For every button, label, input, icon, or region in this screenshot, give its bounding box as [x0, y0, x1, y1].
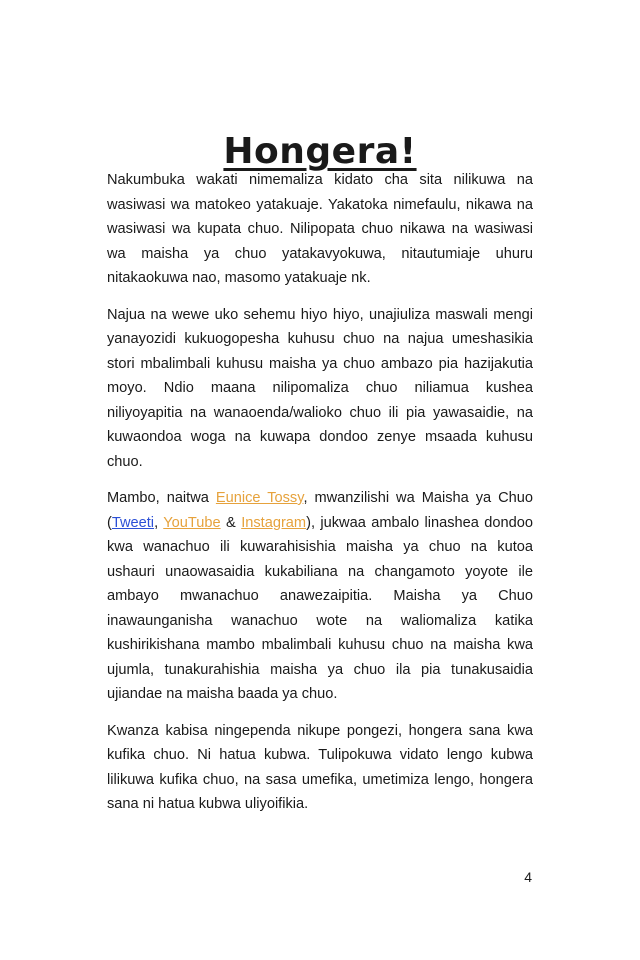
body-text	[107, 168, 533, 829]
twitter-link[interactable]: Tweeti	[111, 514, 155, 531]
page-number: 4	[524, 869, 532, 885]
paragraph-2: Najua na wewe uko sehemu hiyo hiyo, unajiuliza maswali mengi yanayozidi kukuogopesha kuhusu chuo na najua umeshasikia stori mbalimbali kuhusu maisha ya chuo ambazo pia hazijakutia moyo. Ndio maana nilipomaliza chuo niliamua kushea niliyoyapitia na wanaoenda/walioko chuo ili pia yawasaidie, na kuwaondoa woga na kuwapa dondoo zenye msaada kuhusu chuo.	[107, 306, 533, 470]
instagram-link[interactable]: Instagram	[241, 514, 307, 531]
page-title: Hongera!	[223, 131, 417, 173]
youtube-link[interactable]: YouTube	[163, 514, 221, 531]
paragraph-3-text-2: , mwanzilishi wa Maisha ya Chuo (	[107, 490, 534, 531]
paragraph-3-text-4: &	[220, 514, 242, 531]
paragraph-3-text-5: ), jukwaa ambalo linashea dondoo kwa wanachuo ili kuwarahisishia maisha ya chuo na kutoa ushauri unaowasaidia kukabiliana na changamoto yoyote ile ambayo mwanachuo anawezaipitia. Maisha ya Chuo inawaunganisha wanachuo wote na waliomaliza katika kushirikishana mambo mbalimbali kuhusu chuo na maisha kwa ujumla, tunakurahishia maisha ya chuo ila pia tunakusaidia ujiandae na maisha baada ya chuo.	[107, 514, 533, 702]
author-name-link[interactable]: Eunice Tossy	[215, 490, 304, 506]
paragraph-4: Kwanza kabisa ningependa nikupe pongezi, hongera sana kwa kufika chuo. Ni hatua kubwa. Tulipokuwa vidato lengo kubwa lilikuwa kufika chuo, na sasa umefika, umetimiza lengo, hongera sana ni hatua kubwa uliyoifikia.	[107, 722, 533, 812]
paragraph-3	[107, 486, 533, 707]
paragraph-3-text-1: Mambo, naitwa	[107, 490, 216, 506]
paragraph-1: Nakumbuka wakati nimemaliza kidato cha sita nilikuwa na wasiwasi wa matokeo yatakuaje. Yakatoka nimefaulu, nikawa na wasiwasi wa kupata chuo. Nilipopata chuo nikawa na wasiwasi wa maisha ya chuo yatakavyokuwa, nitautumiaje uhuru nitakaokuwa nao, masomo yatakuaje nk.	[107, 172, 533, 286]
paragraph-3-text-3: ,	[154, 514, 164, 531]
